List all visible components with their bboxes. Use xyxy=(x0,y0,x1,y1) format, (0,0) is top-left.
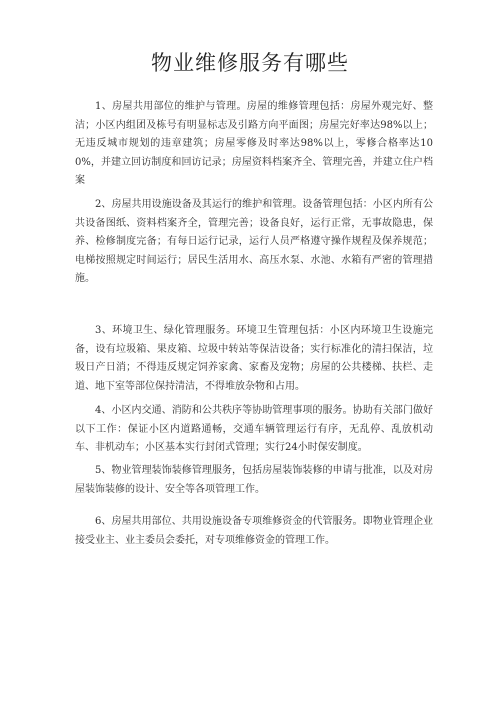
document-title: 物业维修服务有哪些 xyxy=(151,51,349,75)
paragraph-3: 3、环境卫生、绿化管理服务。环境卫生管理包括：小区内环境卫生设施完备，设有垃圾箱、果皮箱、垃圾中转站等保洁设备；实行标准化的清扫保洁，垃圾日产日消；不得违反规定饲养家禽、家畜及宠物；房屋的公共楼梯、扶栏、走道、地下室等部位保持清洁，不得堆放杂物和占用。 xyxy=(75,325,433,392)
paragraph-2: 2、房屋共用设施设备及其运行的维护和管理。设备管理包括：小区内所有公共设备图纸、资料档案齐全，管理完善；设备良好，运行正常，无事故隐患，保养、检修制度完备；有每日运行记录，运行人员严格遵守操作规程及保养规范；电梯按照规定时间运行；居民生活用水、高压水泵、水池、水箱有严密的管理措施。 xyxy=(75,199,433,285)
paragraph-6: 6、房屋共用部位、共用设施设备专项维修资金的代管服务。即物业管理企业接受业主、业主委员会委托，对专项维修资金的管理工作。 xyxy=(75,516,433,546)
paragraph-5: 5、物业管理装饰装修管理服务，包括房屋装饰装修的申请与批准，以及对房屋装饰装修的设计、安全等各项管理工作。 xyxy=(75,465,433,495)
paragraph-1: 1、房屋共用部位的维护与管理。房屋的维修管理包括：房屋外观完好、整洁；小区内组团及栋号有明显标志及引路方向平面图；房屋完好率达98%以上；无违反城市规划的违章建筑；房屋零修及时率达98%以上，零修合格率达100%，并建立回访制度和回访记录；房屋资料档案齐全、管理完善，并建立住户档案 xyxy=(75,101,433,187)
paragraph-4: 4、小区内交通、消防和公共秩序等协助管理事项的服务。协助有关部门做好以下工作：保证小区内道路通畅，交通车辆管理运行有序，无乱停、乱放机动车、非机动车；小区基本实行封闭式管理；实行24小时保安制度。 xyxy=(75,405,433,454)
